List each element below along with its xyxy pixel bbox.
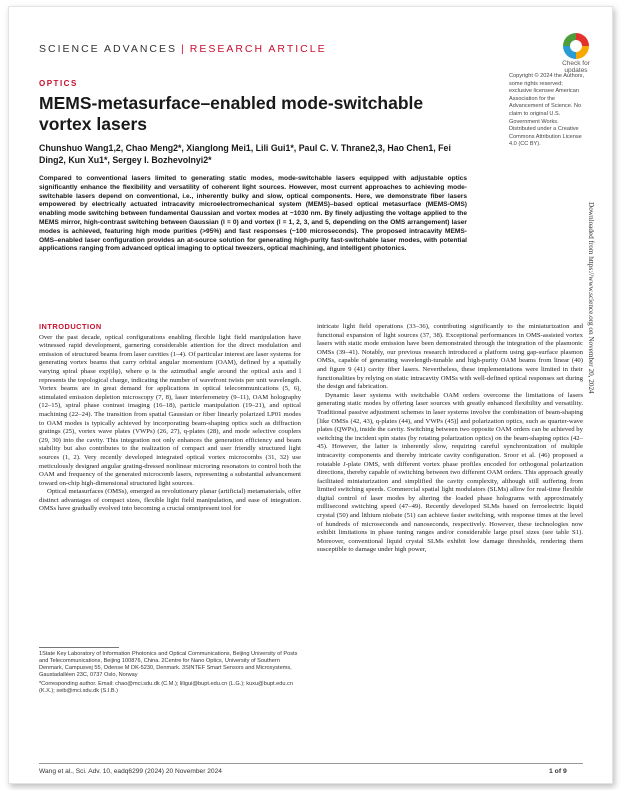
body-column-right <box>317 323 583 555</box>
corresponding-authors: *Corresponding author. Email: chao@mci.sdu.dk (C.M.); liligui@bupt.edu.cn (L.G.); kuxu@bupt.edu.cn (K.X.); seib@mci.sdu.dk (S.I.B.) <box>39 680 293 694</box>
copyright-note: Copyright © 2024 the Authors, some rights reserved; exclusive licensee American Association for the Advancement of Science. No claim to original U.S. Government Works. Distributed under a Creative Commons Attribution License 4.0 (CC BY). <box>509 73 585 148</box>
body-column-left <box>39 323 301 514</box>
crossmark-badge[interactable] <box>557 33 595 74</box>
introduction-heading: INTRODUCTION <box>39 322 102 331</box>
body-paragraph: intricate light field operations (33–36), contributing significantly to the miniaturization and functional expansion of light sources (37, 38). Exceptional performances in OMS-assisted vortex lasers with static mode emission have been demonstrated through the integration of the plasmonic OMSs (39–41). Notably, our previous research introduced a platform using gap-surface plasmon OMSs, capable of generating wavelength-tunable and high-purity OAM beams from linear (40) and figure 9 (41) cavity fiber lasers. Nevertheless, these implementations were limited in their functionalities by relying on static intracavity OMSs with well-defined optical responses set during the design and fabrication. <box>317 323 583 391</box>
article-title: MEMS-metasurface–enabled mode-switchable vortex lasers <box>39 93 424 134</box>
article-page <box>8 6 613 784</box>
crossmark-label: Check for updates <box>562 60 590 74</box>
footer-divider <box>39 763 583 764</box>
download-watermark: Downloaded from https://www.science.org on November 20, 2024 <box>587 202 595 394</box>
affiliation-footnotes <box>39 651 301 696</box>
journal-header <box>39 43 327 55</box>
subject-kicker: OPTICS <box>39 79 78 88</box>
body-paragraph: Optical metasurfaces (OMSs), emerged as revolutionary planar (artificial) metamaterials, offer distinct advantages of compact sizes, flexible light field manipulation, and ease of integration. OMSs have gradually evolved into becoming a crucial omnipresent tool for <box>39 488 301 513</box>
crossmark-icon <box>563 33 589 59</box>
affiliations: 1State Key Laboratory of Information Photonics and Optical Communications, Beijing University of Posts and Telecommunications, Beijing 100876, China. 2Centre for Nano Optics, University of Southern Denmark, Campusvej 55, Odense M DK-5230, Denmark. 3SINTEF Smart Sensors and Microsystems, Gaustadalléen 23C, 0737 Oslo, Norway <box>39 651 298 678</box>
header-separator: | <box>181 43 186 55</box>
body-paragraph: Dynamic laser systems with switchable OAM orders overcome the limitations of lasers generating static modes by offering laser sources with greatly enhanced flexibility and versatility. Traditional passive adjustment schemes in laser systems involve the combination of beam-shaping [like OMSs (42, 43), q-plates (44), and VWPs (45)] and polarization optics, such as quarter-wave plates (QWPs), inside the cavity. Switching between two opposite OAM orders can be achieved by switching the incident spin states (by rotating polarization optics) on the beam-shaping optics (42–45). However, the latter is inherently slow, requiring careful synchronization of multiple intracavity components and thereby intricate cavity configuration. Sroor et al. (46) proposed a rotatable J-plate OMS, with different vortex phase profiles encoded for orthogonal polarization directions, thereby capable of switching between two different OAM orders. This approach greatly facilitated miniaturization and simplified the cavity complexity, although still suffering from limited switching speeds. Commercial spatial light modulators (SLMs) allow for real-time flexible digital control of laser modes by altering the loaded phase holograms with approximately millisecond switching speed (47–49). Recently developed SLMs based on ferroelectric liquid crystal (50) and lithium niobate (51) can achieve faster switching, with response times at the level of hundreds of microseconds and nanoseconds, respectively. However, these technologies now exhibit limitations in phase tuning ranges and/or considerable large pixel sizes (see table S1). Moreover, conventional liquid crystal SLMs exhibit low damage thresholds, rendering them susceptible to damage under high power, <box>317 391 583 554</box>
abstract: Compared to conventional lasers limited to generating static modes, mode-switchable lasers equipped with adjustable optics significantly enhance the flexibility and versatility of coherent light sources. However, most current approaches to achieving mode-switchable lasers depend on conventional, i.e., inherently bulky and slow, optical components. Here, we demonstrate fiber lasers empowered by electrically actuated intracavity microelectromechanical system (MEMS)–based optical metasurface (MEMS-OMS) enabling mode switching between fundamental Gaussian and vortex modes at ~1030 nm. By finely adjusting the voltage applied to the MEMS mirror, high-contrast switching between Gaussian (l = 0) and vortex (l = 1, 2, 3, and 5, depending on the OMS arrangement) laser modes is achieved, featuring high mode purities (>95%) and fast responses (~100 microseconds). The proposed intracavity MEMS-OMS–enabled laser configuration provides an at-source solution for generating high-purity fast-switchable laser modes, with potential applications ranging from advanced optical imaging to optical tweezers, optical machining, and intelligent photonics. <box>39 175 467 253</box>
body-paragraph: Over the past decade, optical configurations enabling flexible light field manipulation have witnessed rapid development, garnering considerable attention for the direct modulation and emission of structured beams from laser cavities (1–4). Of particular interest are laser systems for generating vortex beams that carry orbital angular momentum (OAM), defined by a spatially varying spiral phase exp(ilφ), where φ is the azimuthal angle around the optical axis and l represents the topological charge, indicating the number of wavefront twists per unit wavelength. Vortex beams are in great demand for applications in optical telecommunications (5, 6), stimulated emission depletion microscopy (7, 8), laser interferometry (9–11), OAM holography (12–15), spiral phase contrast imaging (16–18), particle manipulation (19–21), and optical machining (22–24). The transition from spatial Gaussian or fiber linearly polarized LP01 modes to OAM modes is typically achieved by incorporating beam-shaping optics such as diffraction gratings (25), vortex wave plates (VWPs) (26, 27), q-plates (28), and mode selective couplers (29, 30) into the cavity. This integration not only enhances the generation efficiency and beam stability but also contributes to the realization of compact and user friendly structured light sources (1, 2). Very recently developed integrated optical vortex microcombs (31, 32) use meticulously designed angular grating-dressed nonlinear microring resonators to control both the OAM and frequency of the generated microcomb lasers, representing a substantial advancement toward on-chip high-dimensional structured light sources. <box>39 333 301 487</box>
page-number: 1 of 9 <box>549 768 567 775</box>
footer-citation: Wang et al., Sci. Adv. 10, eadq6299 (2024) 20 November 2024 <box>39 768 222 775</box>
author-list: Chunshuo Wang1,2, Chao Meng2*, Xianglong Mei1, Lili Gui1*, Paul C. V. Thrane2,3, Hao Chen1, Fei Ding2, Kun Xu1*, Sergey I. Bozhevolnyi2* <box>39 143 451 165</box>
article-type: RESEARCH ARTICLE <box>189 43 327 55</box>
journal-name: SCIENCE ADVANCES <box>39 43 177 55</box>
footnote-divider <box>39 647 119 648</box>
